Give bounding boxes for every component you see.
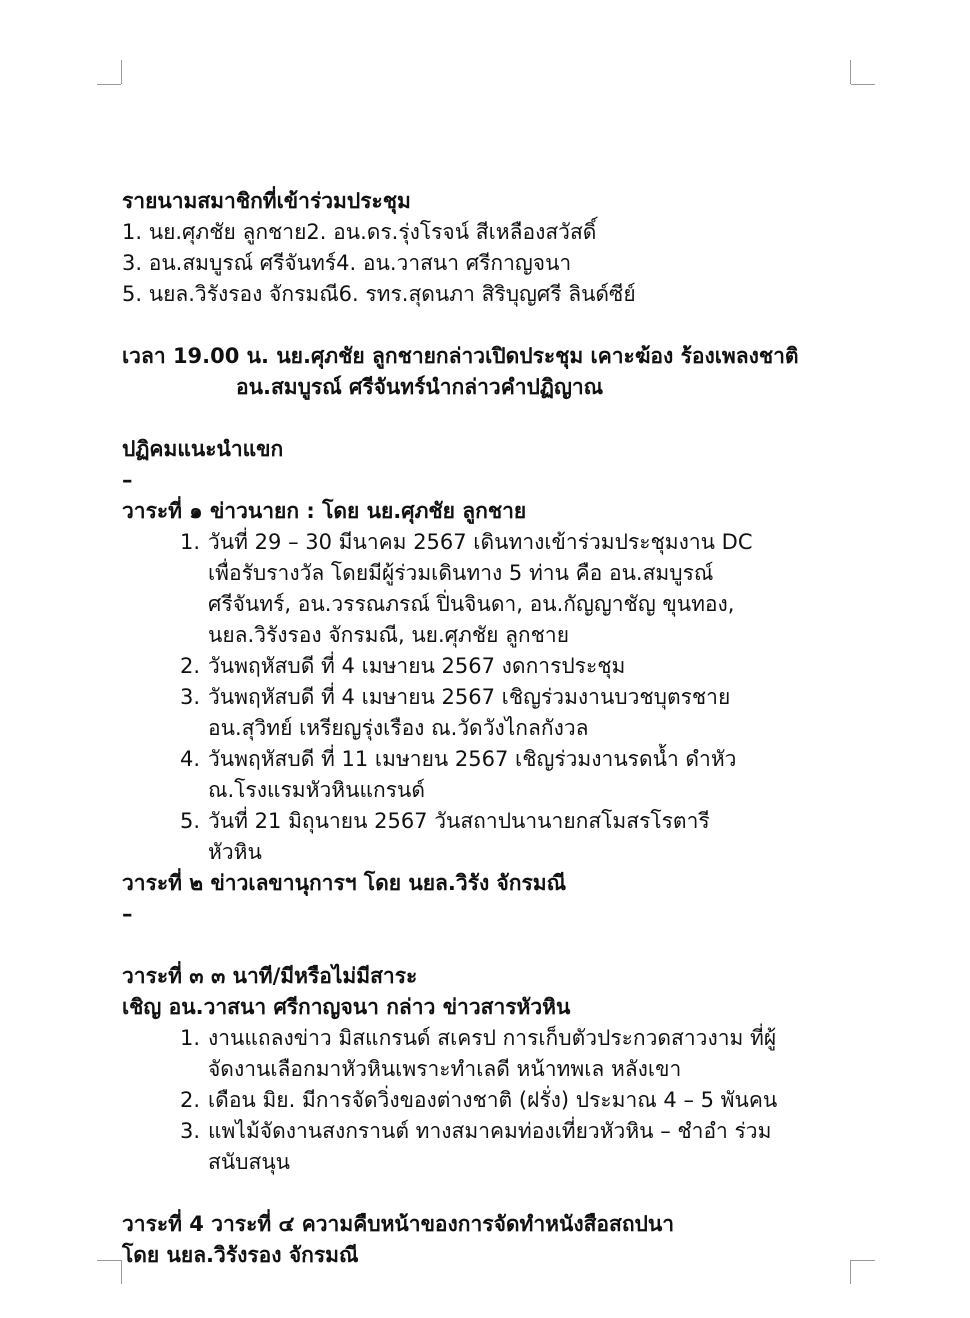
list-item: 2. เดือน มิย. มีการจัดวิ่งของต่างชาติ (ฝรั่ง) ประมาณ 4 – 5 พันคน — [180, 1088, 778, 1112]
list-item: 1. งานแถลงข่าว มิสแกรนด์ สเครป การเก็บตัวประกวดสาวงาม ที่ผู้ จัดงานเลือกมาหัวหินเพราะทำเลดี หน้าทพเล หลังเขา — [180, 1026, 777, 1081]
crop-mark-top-left — [97, 84, 121, 85]
agenda3-heading: วาระที่ ๓ ๓ นาที/มีหรือไม่มีสาระ — [122, 964, 418, 988]
list-item: 2. วันพฤหัสบดี ที่ 4 เมษายน 2567 งดการประชุม — [180, 654, 626, 678]
crop-mark-bottom-left — [97, 1260, 121, 1261]
crop-mark-top-right — [851, 84, 875, 85]
document-body — [122, 186, 852, 1271]
members-line: 3. อน.สมบูรณ์ ศรีจันทร์4. อน.วาสนา ศรีกาญจนา — [122, 251, 572, 275]
agenda1-heading: วาระที่ ๑ ข่าวนายก : โดย นย.ศุภชัย ลูกชาย — [122, 499, 527, 523]
crop-mark-top-left — [121, 60, 122, 84]
list-item: 5. วันที่ 21 มิถุนายน 2567 วันสถาปนานายกสโมสรโรตารี หัวหิน — [180, 809, 710, 864]
members-line: 1. นย.ศุภชัย ลูกชาย2. อน.ดร.รุ่งโรจน์ สีเหลืองสวัสดิ์ — [122, 220, 597, 244]
guests-heading: ปฏิคมแนะนำแขก — [122, 437, 284, 461]
list-item: 1. วันที่ 29 – 30 มีนาคม 2567 เดินทางเข้าร่วมประชุมงาน DC เพื่อรับรางวัล โดยมีผู้ร่วมเดินทาง 5 ท่าน คือ อน.สมบูรณ์ ศรีจันทร์, อน.วรรณภรณ์ ปิ่นจินดา, อน.กัญญาชัญ ขุนทอง, นยล.วิรังรอง จักรมณี, นย.ศุภชัย ลูกชาย — [180, 530, 753, 647]
members-heading: รายนามสมาชิกที่เข้าร่วมประชุม — [122, 189, 411, 213]
agenda3-subheading: เชิญ อน.วาสนา ศรีกาญจนา กล่าว ข่าวสารหัวหิน — [122, 995, 571, 1019]
agenda3-list — [122, 1023, 852, 1178]
agenda2-dash: – — [122, 902, 133, 926]
guests-dash: – — [122, 468, 133, 492]
crop-mark-top-right — [850, 60, 851, 84]
agenda2-heading: วาระที่ ๒ ข่าวเลขานุการฯ โดย นยล.วิรัง จักรมณี — [122, 871, 567, 895]
list-item: 3. แพไม้จัดงานสงกรานต์ ทางสมาคมท่องเที่ยวหัวหิน – ชำอำ ร่วม สนับสนุน — [180, 1119, 772, 1174]
list-item: 4. วันพฤหัสบดี ที่ 11 เมษายน 2567 เชิญร่วมงานรดน้ำ ดำหัว ณ.โรงแรมหัวหินแกรนด์ — [180, 747, 737, 802]
opening-line: เวลา 19.00 น. นย.ศุภชัย ลูกชายกล่าวเปิดประชุม เคาะฆ้อง ร้องเพลงชาติ — [122, 344, 799, 368]
agenda1-list — [122, 527, 852, 868]
opening-line: อน.สมบูรณ์ ศรีจันทร์นำกล่าวคำปฏิญาณ — [236, 375, 604, 399]
agenda4-subheading: โดย นยล.วิรังรอง จักรมณี — [122, 1243, 359, 1267]
agenda4-heading: วาระที่ 4 วาระที่ ๔ ความคืบหน้าของการจัดทำหนังสือสถปนา — [122, 1212, 675, 1236]
members-line: 5. นยล.วิรังรอง จักรมณี6. รทร.สุดนภา สิริบุญศรี ลินด์ซีย์ — [122, 282, 636, 306]
list-item: 3. วันพฤหัสบดี ที่ 4 เมษายน 2567 เชิญร่วมงานบวชบุตรชาย อน.สุวิทย์ เหรียญรุ่งเรือง ณ.วัดวังไกลกังวล — [180, 685, 731, 740]
crop-mark-bottom-right — [851, 1260, 875, 1261]
